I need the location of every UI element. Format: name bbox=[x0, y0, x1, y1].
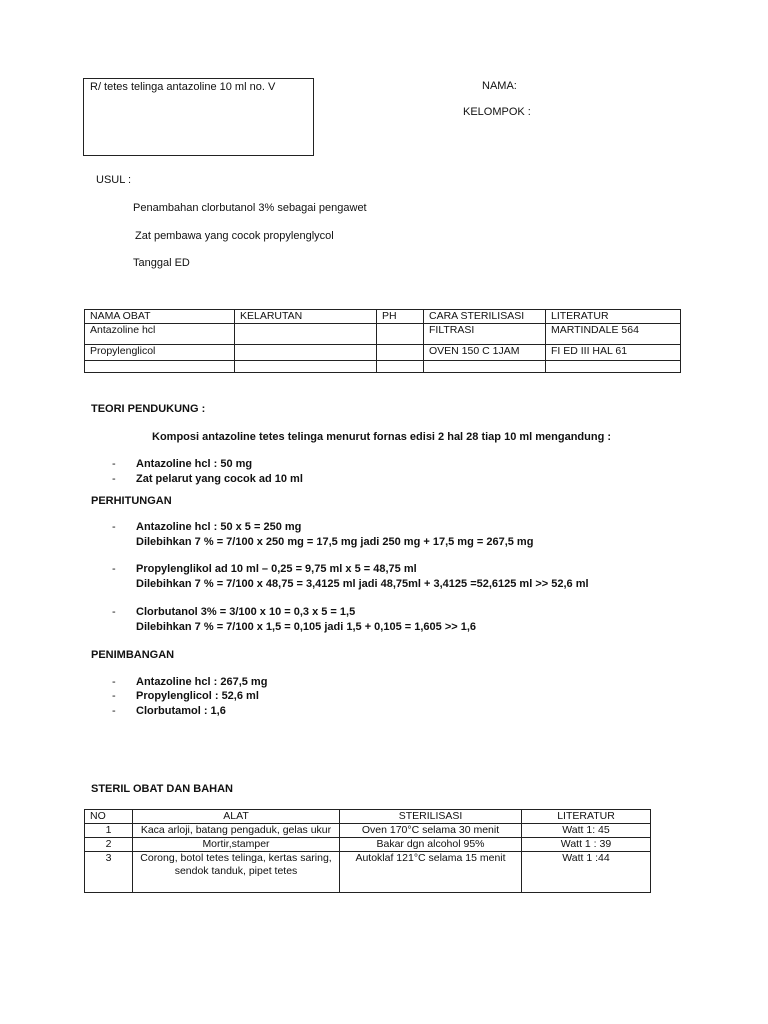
table-cell bbox=[377, 361, 424, 373]
teori-intro: Komposi antazoline tetes telinga menurut fornas edisi 2 hal 28 tiap 10 ml mengandung : bbox=[152, 431, 612, 443]
column-header: NAMA OBAT bbox=[85, 310, 235, 324]
column-header: LITERATUR bbox=[546, 310, 681, 324]
table-cell: Mortir,stamper bbox=[133, 838, 340, 852]
table-cell: Corong, botol tetes telinga, kertas saring, sendok tanduk, pipet tetes bbox=[133, 852, 340, 893]
table-cell bbox=[235, 361, 377, 373]
usul-item: Zat pembawa yang cocok propylenglycol bbox=[135, 230, 334, 242]
table-cell: Watt 1: 45 bbox=[522, 824, 651, 838]
table-cell: 2 bbox=[85, 838, 133, 852]
bullet: - bbox=[112, 676, 116, 688]
column-header: NO bbox=[85, 810, 133, 824]
table-cell: Propylenglicol bbox=[85, 345, 235, 361]
table-row bbox=[85, 361, 681, 373]
table-cell: OVEN 150 C 1JAM bbox=[424, 345, 546, 361]
calc-line: Dilebihkan 7 % = 7/100 x 48,75 = 3,4125 ml jadi 48,75ml + 3,4125 =52,6125 ml >> 52,6 ml bbox=[136, 578, 589, 590]
table-row bbox=[85, 324, 681, 345]
table-cell: Oven 170°C selama 30 menit bbox=[340, 824, 522, 838]
calc-line: Dilebihkan 7 % = 7/100 x 1,5 = 0,105 jadi 1,5 + 0,105 = 1,605 >> 1,6 bbox=[136, 621, 477, 633]
calc-line: Propylenglikol ad 10 ml – 0,25 = 9,75 ml x 5 = 48,75 ml bbox=[136, 563, 417, 575]
prescription-text: R/ tetes telinga antazoline 10 ml no. V bbox=[90, 81, 276, 93]
column-header: PH bbox=[377, 310, 424, 324]
table-cell: 3 bbox=[85, 852, 133, 893]
table-cell: FI ED III HAL 61 bbox=[546, 345, 681, 361]
list-item: Clorbutamol : 1,6 bbox=[136, 705, 226, 717]
table-cell bbox=[235, 324, 377, 345]
usul-title: USUL : bbox=[96, 174, 132, 186]
calc-line: Dilebihkan 7 % = 7/100 x 250 mg = 17,5 mg jadi 250 mg + 17,5 mg = 267,5 mg bbox=[136, 536, 534, 548]
table-row bbox=[85, 852, 651, 893]
list-item: Propylenglicol : 52,6 ml bbox=[136, 690, 259, 702]
table-cell: FILTRASI bbox=[424, 324, 546, 345]
table-cell: 1 bbox=[85, 824, 133, 838]
column-header: LITERATUR bbox=[522, 810, 651, 824]
table-cell: MARTINDALE 564 bbox=[546, 324, 681, 345]
bullet: - bbox=[112, 606, 116, 618]
table-cell bbox=[377, 345, 424, 361]
bullet: - bbox=[112, 563, 116, 575]
list-item: Antazoline hcl : 50 mg bbox=[136, 458, 253, 470]
table-header-row bbox=[85, 310, 681, 324]
table-row bbox=[85, 345, 681, 361]
bullet: - bbox=[112, 705, 116, 717]
bullet: - bbox=[112, 473, 116, 485]
table-cell bbox=[424, 361, 546, 373]
penimbangan-title: PENIMBANGAN bbox=[91, 649, 175, 661]
table-header-row bbox=[85, 810, 651, 824]
steril-table bbox=[84, 809, 651, 893]
bullet: - bbox=[112, 690, 116, 702]
steril-title: STERIL OBAT DAN BAHAN bbox=[91, 783, 233, 795]
table-cell: Kaca arloji, batang pengaduk, gelas ukur bbox=[133, 824, 340, 838]
calc-line: Antazoline hcl : 50 x 5 = 250 mg bbox=[136, 521, 302, 533]
column-header: CARA STERILISASI bbox=[424, 310, 546, 324]
table-cell: Antazoline hcl bbox=[85, 324, 235, 345]
table-cell: Bakar dgn alcohol 95% bbox=[340, 838, 522, 852]
kelompok-label: KELOMPOK : bbox=[463, 106, 531, 118]
list-item: Zat pelarut yang cocok ad 10 ml bbox=[136, 473, 303, 485]
bullet: - bbox=[112, 521, 116, 533]
table-cell: Watt 1 :44 bbox=[522, 852, 651, 893]
table-cell bbox=[377, 324, 424, 345]
table-cell bbox=[546, 361, 681, 373]
column-header: STERILISASI bbox=[340, 810, 522, 824]
table-row bbox=[85, 838, 651, 852]
nama-label: NAMA: bbox=[482, 80, 517, 92]
column-header: KELARUTAN bbox=[235, 310, 377, 324]
usul-item: Tanggal ED bbox=[133, 257, 190, 269]
drug-table bbox=[84, 309, 681, 373]
table-cell: Watt 1 : 39 bbox=[522, 838, 651, 852]
table-cell bbox=[235, 345, 377, 361]
usul-item: Penambahan clorbutanol 3% sebagai pengawet bbox=[133, 202, 367, 214]
table-cell: Autoklaf 121°C selama 15 menit bbox=[340, 852, 522, 893]
bullet: - bbox=[112, 458, 116, 470]
list-item: Antazoline hcl : 267,5 mg bbox=[136, 676, 268, 688]
prescription-box bbox=[83, 78, 314, 156]
table-row bbox=[85, 824, 651, 838]
perhitungan-title: PERHITUNGAN bbox=[91, 495, 172, 507]
column-header: ALAT bbox=[133, 810, 340, 824]
table-cell bbox=[85, 361, 235, 373]
teori-title: TEORI PENDUKUNG : bbox=[91, 403, 206, 415]
calc-line: Clorbutanol 3% = 3/100 x 10 = 0,3 x 5 = 1,5 bbox=[136, 606, 356, 618]
